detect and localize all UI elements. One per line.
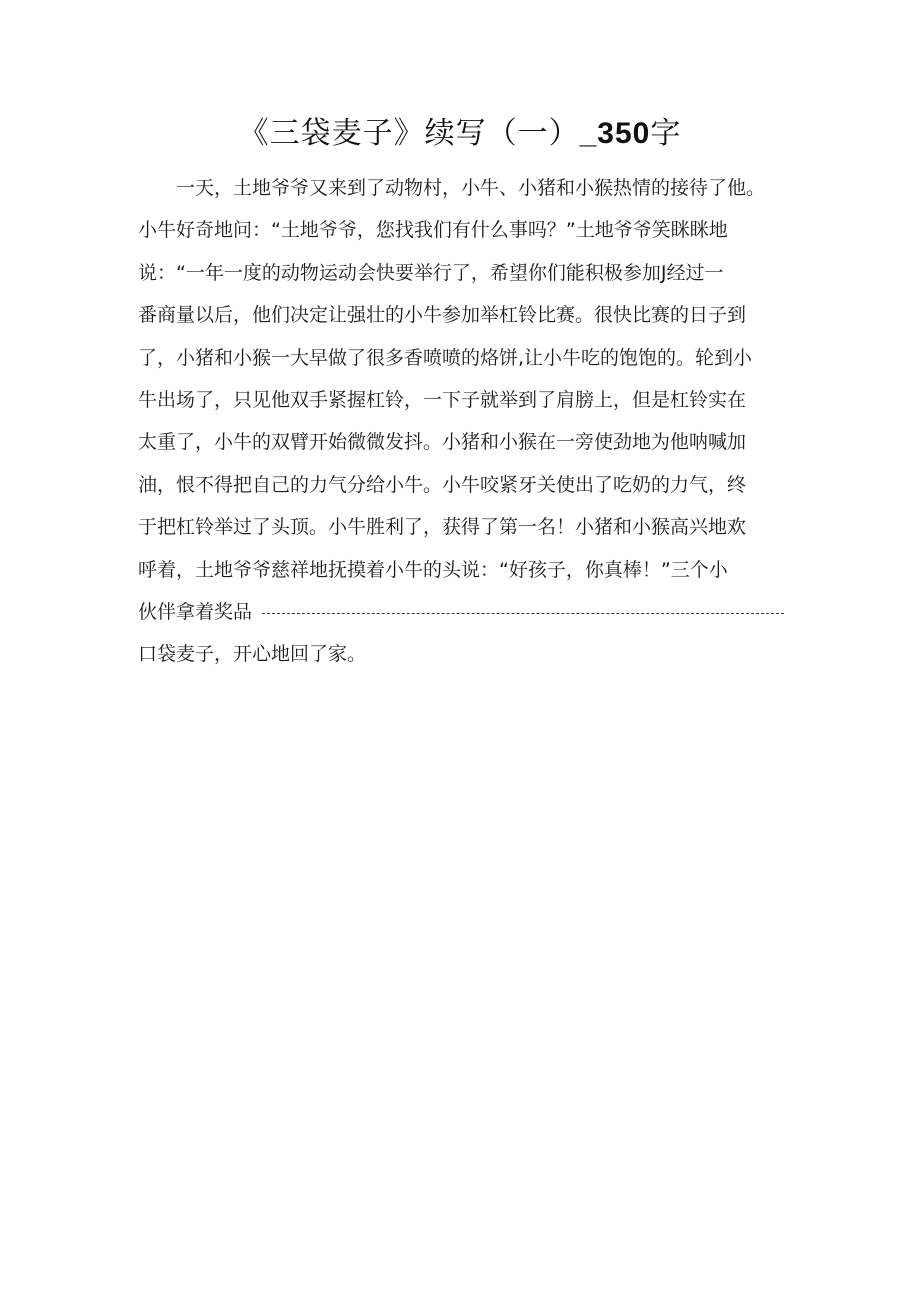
essay-line-3: 说：“一年一度的动物运动会快要举行了，希望你们能积极参加J经过一 [138, 261, 724, 284]
essay-line-1: 一天，土地爷爷又来到了动物村，小牛、小猪和小猴热情的接待了他。 [176, 177, 766, 199]
essay-line-10: 呼着，土地爷爷慈祥地抚摸着小牛的头说：“好孩子，你真棒！”三个小 [138, 558, 728, 581]
title-main: 《三袋麦子》续写（一） [238, 116, 580, 151]
title-number: _350 [579, 117, 651, 150]
essay-line-4: 番商量以后，他们决定让强壮的小牛参加举杠铃比赛。很快比赛的日子到 [138, 304, 747, 327]
essay-line-7: 太重了，小牛的双臂开始微微发抖。小猪和小猴在一旁使劲地为他呐喊加 [138, 431, 747, 454]
essay-line-12: 口袋麦子，开心地回了家。 [138, 643, 367, 666]
essay-line-2: 小牛好奇地问：“土地爷爷，您找我们有什么事吗？”土地爷爷笑眯眯地 [138, 219, 728, 242]
essay-line-9: 于把杠铃举过了头顶。小牛胜利了，获得了第一名！小猪和小猴高兴地欢 [138, 516, 747, 539]
fill-in-dashed-line [262, 613, 784, 614]
document-title [0, 112, 920, 156]
essay-line-8: 油，恨不得把自己的力气分给小牛。小牛咬紧牙关使出了吃奶的力气，终 [138, 473, 747, 496]
title-suffix: 字 [650, 116, 682, 151]
essay-body [138, 167, 784, 676]
essay-line-5: 了，小猪和小猴一大早做了很多香喷喷的烙饼,让小牛吃的饱饱的。轮到小 [138, 346, 753, 369]
essay-line-11-text: 伙伴拿着奖品 [138, 600, 253, 623]
essay-line-6: 牛出场了，只见他双手紧握杠铃，一下子就举到了肩膀上，但是杠铃实在 [138, 388, 747, 411]
essay-line-blank [138, 591, 784, 633]
